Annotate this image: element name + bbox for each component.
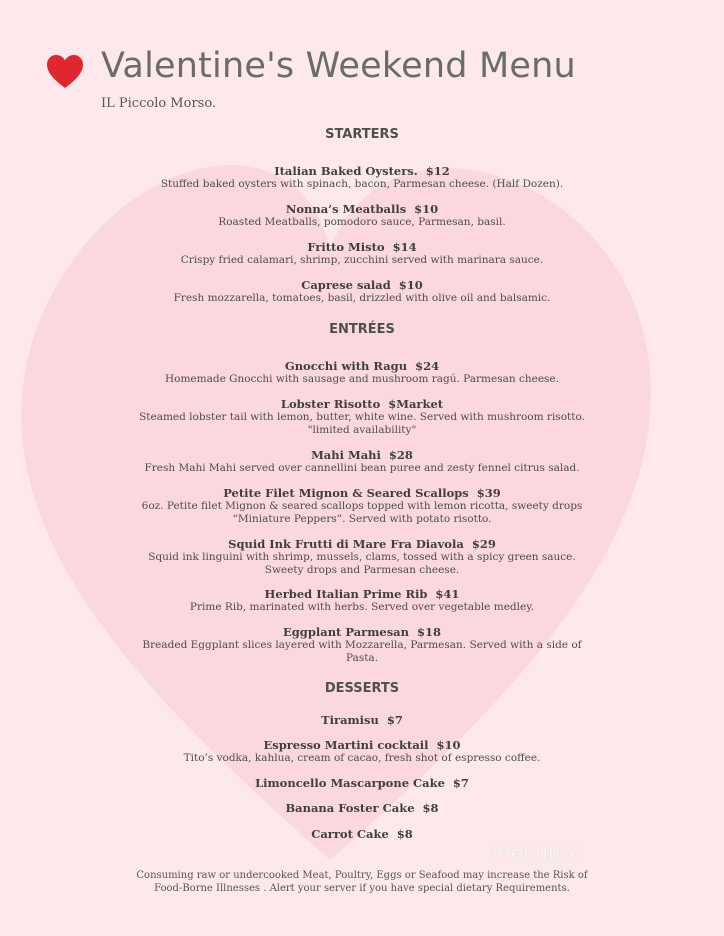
item-price: $28 — [388, 448, 413, 462]
item-description-cont: “Miniature Peppers”. Served with potato risotto. — [232, 513, 492, 525]
menu-item — [60, 448, 664, 475]
menu-item — [60, 486, 664, 526]
item-name: Eggplant Parmesan — [282, 625, 409, 639]
item-price: $8 — [422, 801, 439, 815]
item-price: $14 — [392, 240, 417, 254]
section-title-starters: STARTERS — [325, 127, 399, 142]
item-name: Mahi Mahi — [311, 448, 381, 462]
item-description: Roasted Meatballs, pomodoro sauce, Parmesan, basil. — [218, 216, 506, 228]
item-price: $41 — [435, 587, 460, 601]
menu-item — [60, 202, 664, 229]
menu-item — [60, 587, 664, 614]
food-safety-disclaimer — [90, 869, 634, 895]
item-description: Stuffed baked oysters with spinach, bacon, Parmesan cheese. (Half Dozen). — [160, 178, 564, 190]
menu-item — [60, 738, 664, 765]
item-description: Breaded Eggplant slices layered with Mozzarella, Parmesan. Served with a side of — [142, 639, 582, 651]
menu-item — [60, 537, 664, 577]
item-name: Carrot Cake — [311, 827, 389, 841]
menu-item — [60, 625, 664, 665]
item-price: $12 — [425, 164, 450, 178]
item-description-cont: Sweety drops and Parmesan cheese. — [264, 564, 460, 576]
menu-title: Valentine's Weekend Menu — [101, 46, 576, 86]
menu-item — [60, 240, 664, 267]
item-price: $24 — [415, 359, 440, 373]
item-name: Banana Foster Cake — [285, 801, 415, 815]
item-description-cont: Pasta. — [345, 652, 379, 664]
menu-item — [60, 359, 664, 386]
item-description: Fresh mozzarella, tomatoes, basil, drizzled with olive oil and balsamic. — [173, 292, 551, 304]
heart-icon — [47, 55, 83, 89]
item-name: Petite Filet Mignon & Seared Scallops — [223, 486, 469, 500]
item-description: Squid ink linguini with shrimp, mussels, clams, tossed with a spicy green sauce. — [148, 551, 576, 563]
menu-item — [60, 801, 664, 815]
item-description-note: "limited availability" — [307, 424, 417, 436]
menu-item — [60, 397, 664, 437]
item-name: Limoncello Mascarpone Cake — [255, 776, 445, 790]
item-price: $29 — [471, 537, 496, 551]
section-title-desserts: DESSERTS — [324, 681, 400, 696]
menu-item — [60, 164, 664, 191]
item-price: $10 — [414, 202, 439, 216]
item-price: $7 — [452, 776, 469, 790]
item-price: $8 — [396, 827, 413, 841]
menu-item — [60, 278, 664, 305]
item-price: $7 — [386, 713, 403, 727]
item-description: 6oz. Petite filet Mignon & seared scallops topped with lemon ricotta, sweety drops — [141, 500, 583, 512]
item-name: Nonna’s Meatballs — [285, 202, 407, 216]
item-description: Homemade Gnocchi with sausage and mushroom ragú. Parmesan cheese. — [165, 373, 559, 385]
item-name: Gnocchi with Ragu — [284, 359, 408, 373]
item-price: $10 — [398, 278, 423, 292]
item-description: Fresh Mahi Mahi served over cannellini bean puree and zesty fennel citrus salad. — [144, 462, 580, 474]
item-name: Fritto Misto — [307, 240, 385, 254]
restaurant-name: IL Piccolo Morso. — [101, 96, 217, 111]
item-name: Squid Ink Frutti di Mare Fra Diavola — [228, 537, 464, 551]
item-description: Prime Rib, marinated with herbs. Served over vegetable medley. — [189, 601, 535, 613]
item-name: Herbed Italian Prime Rib — [264, 587, 428, 601]
menu-item — [60, 827, 664, 841]
watermark-logo: menupix — [492, 842, 579, 864]
section-title-entrees: ENTRÉES — [329, 322, 395, 337]
item-price: $10 — [436, 738, 461, 752]
menu-item — [60, 776, 664, 790]
item-name: Tiramisu — [321, 713, 379, 727]
item-description: Steamed lobster tail with lemon, butter, white wine. Served with mushroom risotto. — [139, 411, 585, 423]
item-name: Lobster Risotto — [280, 397, 381, 411]
disclaimer-line: Food-Borne Illnesses . Alert your server if you have special dietary Requirements. — [154, 883, 570, 894]
menu-item — [60, 713, 664, 727]
item-price: $Market — [388, 397, 444, 411]
item-name: Italian Baked Oysters. — [274, 164, 418, 178]
item-description: Tito’s vodka, kahlua, cream of cacao, fresh shot of espresso coffee. — [183, 752, 541, 764]
item-description: Crispy fried calamari, shrimp, zucchini served with marinara sauce. — [180, 254, 544, 266]
item-price: $18 — [417, 625, 442, 639]
disclaimer-line: Consuming raw or undercooked Meat, Poultry, Eggs or Seafood may increase the Risk of — [136, 870, 588, 881]
item-name: Espresso Martini cocktail — [263, 738, 429, 752]
item-name: Caprese salad — [301, 278, 391, 292]
item-price: $39 — [476, 486, 501, 500]
